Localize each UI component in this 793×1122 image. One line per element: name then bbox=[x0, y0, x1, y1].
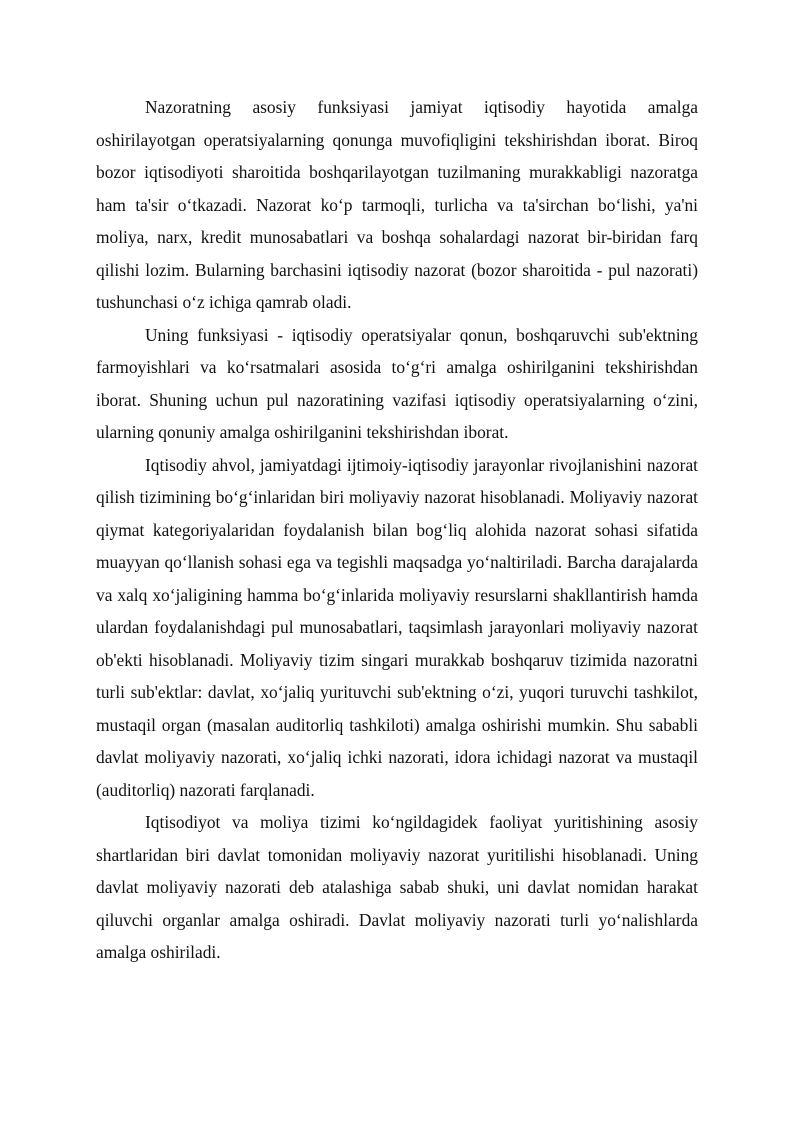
paragraph-1: Nazoratning asosiy funksiyasi jamiyat iqtisodiy hayotida amalga oshirilayotgan operatsiyalarning qonunga muvofiqligini tekshirishdan iborat. Biroq bozor iqtisodiyoti sharoitida boshqarilayotgan tuzilmaning murakkabligi nazoratga ham ta'sir o‘tkazadi. Nazorat ko‘p tarmoqli, turlicha va ta'sirchan bo‘lishi, ya'ni moliya, narx, kredit munosabatlari va boshqa sohalardagi nazorat bir-biridan farq qilishi lozim. Bularning barchasini iqtisodiy nazorat (bozor sharoitida - pul nazorati) tushunchasi o‘z ichiga qamrab oladi. bbox=[96, 97, 698, 312]
paragraph-2: Uning funksiyasi - iqtisodiy operatsiyalar qonun, boshqaruvchi sub'ektning farmoyishlari va ko‘rsatmalari asosida to‘g‘ri amalga oshirilganini tekshirishdan iborat. Shuning uchun pul nazoratining vazifasi iqtisodiy operatsiyalarning o‘zini, ularning qonuniy amalga oshirilganini tekshirishdan iborat. bbox=[96, 324, 698, 442]
paragraph-4: Iqtisodiyot va moliya tizimi ko‘ngildagidek faoliyat yuritishining asosiy shartlaridan biri davlat tomonidan moliyaviy nazorat yuritilishi hisoblanadi. Uning davlat moliyaviy nazorati deb atalashiga sabab shuki, uni davlat nomidan harakat qiluvchi organlar amalga oshiradi. Davlat moliyaviy nazorati turli yo‘nalishlarda amalga oshiriladi. bbox=[96, 812, 698, 962]
paragraph-3: Iqtisodiy ahvol, jamiyatdagi ijtimoiy-iqtisodiy jarayonlar rivojlanishini nazorat qilish tizimining bo‘g‘inlaridan biri moliyaviy nazorat hisoblanadi. Moliyaviy nazorat qiymat kategoriyalaridan foydalanish bilan bog‘liq alohida nazorat sohasi sifatida muayyan qo‘llanish sohasi ega va tegishli maqsadga yo‘naltiriladi. Barcha darajalarda va xalq xo‘jaligining hamma bo‘g‘inlarida moliyaviy resurslarni shakllantirish hamda ulardan foydalanishdagi pul munosabatlari, taqsimlash jarayonlari moliyaviy nazorat ob'ekti hisoblanadi. Moliyaviy tizim singari murakkab boshqaruv tizimida nazoratni turli sub'ektlar: davlat, xo‘jaliq yurituvchi sub'ektning o‘zi, yuqori turuvchi tashkilot, mustaqil organ (masalan auditorliq tashkiloti) amalga oshirishi mumkin. Shu sababli davlat moliyaviy nazorati, xo‘jaliq ichki nazorati, idora ichidagi nazorat va mustaqil (auditorliq) nazorati farqlanadi. bbox=[96, 454, 698, 800]
document-body bbox=[96, 91, 698, 969]
